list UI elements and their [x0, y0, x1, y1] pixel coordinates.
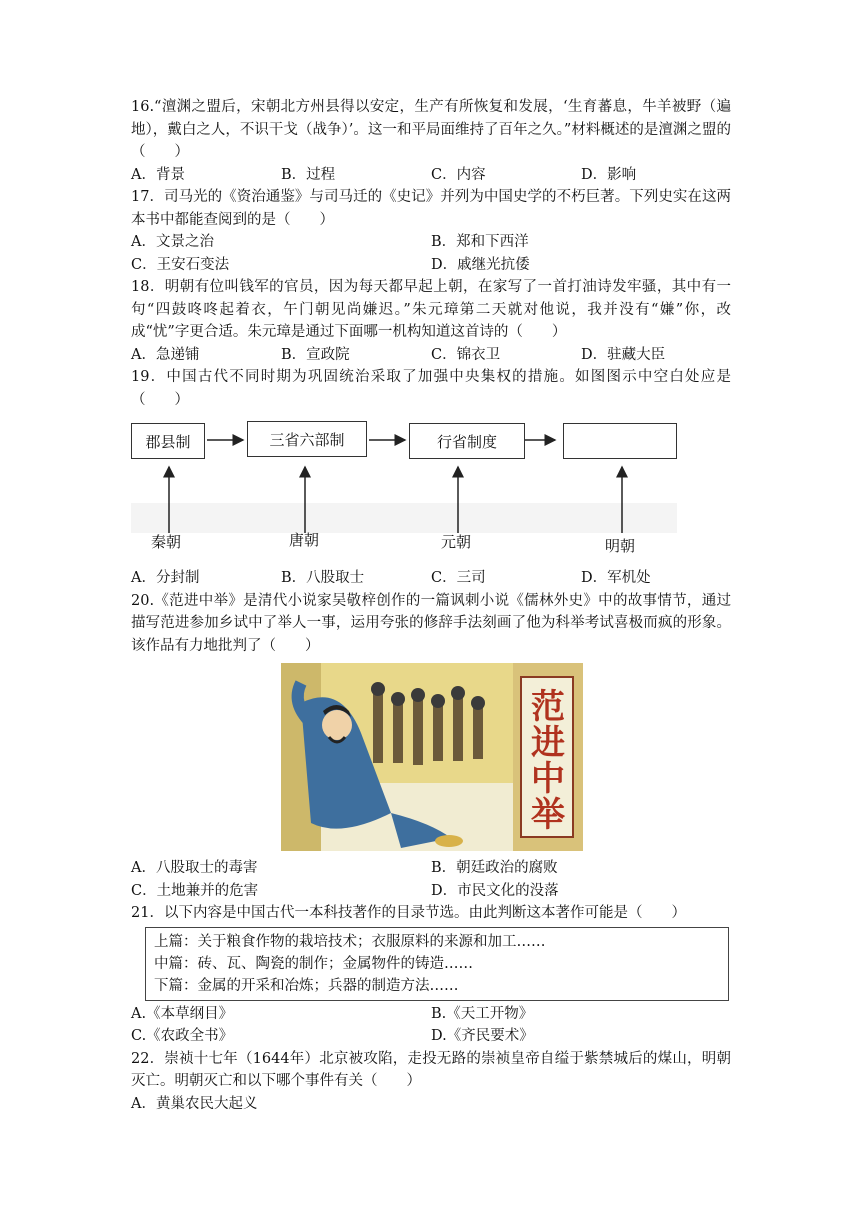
question-21-options-row1 — [131, 1003, 731, 1026]
question-16-stem: 16.“澶渊之盟后，宋朝北方州县得以安定，生产有所恢复和发展，‘生育蕃息，牛羊被野（遍地），戴白之人，不识干戈（战争）’。这一和平局面维持了百年之久。”材料概述的是澶渊之盟的（ ） — [131, 99, 731, 160]
option-b: B．郑和下西洋 — [431, 234, 529, 250]
question-18-options — [131, 344, 731, 367]
table-row: 上篇：关于粮食作物的栽培技术；衣服原料的来源和加工…… — [154, 933, 546, 950]
option-c: C．王安石变法 — [131, 256, 230, 273]
option-c: C．锦衣卫 — [431, 346, 501, 363]
option-b: B．朝廷政治的腐败 — [431, 860, 558, 876]
question-19-options — [131, 567, 731, 590]
question-22-stem: 22．崇祯十七年（1644年）北京被攻陷，走投无路的崇祯皇帝自缢于紫禁城后的煤山，明朝灭亡。明朝灭亡和以下哪个事件有关（ ） — [131, 1050, 731, 1089]
option-d: D．市民文化的没落 — [431, 882, 559, 899]
table-row: 中篇：砖、瓦、陶瓷的制作；金属物件的铸造…… — [154, 955, 473, 972]
option-d: D．戚继光抗倭 — [431, 256, 530, 273]
option-d: D．影响 — [581, 166, 637, 183]
label-yuan: 元朝 — [441, 533, 472, 551]
question-21-options-row2 — [131, 1025, 731, 1048]
option-b: B.《天工开物》 — [431, 1005, 534, 1022]
faint-band — [131, 503, 677, 533]
question-20-options-row1 — [131, 857, 731, 880]
option-a: A．黄巢农民大起义 — [131, 1095, 258, 1112]
option-a: A.《本草纲目》 — [131, 1005, 234, 1022]
question-21-stem: 21．以下内容是中国古代一本科技著作的目录节选。由此判断这本著作可能是（ ） — [131, 905, 686, 921]
label-ming: 明朝 — [605, 537, 636, 555]
box-sansheng: 三省六部制 — [247, 421, 367, 457]
option-a: A．分封制 — [131, 570, 200, 586]
question-19-stem: 19．中国古代不同时期为巩固统治采取了加强中央集权的措施。如图图示中空白处应是（ ） — [131, 369, 731, 408]
question-17-stem: 17．司马光的《资治通鉴》与司马迁的《史记》并列为中国史学的不朽巨著。下列史实在这两本书中都能查阅到的是（ ） — [131, 189, 731, 228]
option-d: D．军机处 — [581, 570, 651, 586]
label-qin: 秦朝 — [151, 533, 182, 551]
question-17-options-row2 — [131, 254, 731, 277]
option-c: C.《农政全书》 — [131, 1028, 234, 1044]
illustration-title: 范进中举 — [531, 687, 565, 835]
option-a: A．文景之治 — [131, 234, 214, 250]
option-a: A．背景 — [131, 166, 185, 183]
question-20-stem: 20.《范进中举》是清代小说家吴敬梓创作的一篇讽刺小说《儒林外史》中的故事情节，通过描写范进参加乡试中了举人一事，运用夸张的修辞手法刻画了他为科举考试喜极而疯的形象。该作品有力地批判了（ ） — [131, 592, 731, 654]
question-20-options-row2 — [131, 880, 731, 903]
option-c: C．三司 — [431, 570, 486, 586]
question-16-options — [131, 164, 731, 187]
option-b: B．过程 — [281, 166, 336, 183]
box-xingsheng: 行省制度 — [409, 423, 525, 459]
table-row: 下篇：金属的开采和冶炼；兵器的制造方法…… — [154, 977, 459, 994]
book-contents-table — [145, 927, 729, 1001]
option-c: C．内容 — [431, 166, 486, 183]
option-c: C．土地兼并的危害 — [131, 882, 259, 899]
question-17-options-row1 — [131, 231, 731, 254]
box-junxian: 郡县制 — [131, 423, 205, 459]
option-a: A．八股取士的毒害 — [131, 860, 258, 876]
option-b: B．八股取士 — [281, 570, 365, 586]
option-d: D．驻藏大臣 — [581, 346, 666, 363]
exam-page — [131, 96, 731, 1115]
centralization-flow-diagram — [131, 417, 731, 563]
question-18-stem: 18．明朝有位叫钱军的官员，因为每天都早起上朝，在家写了一首打油诗发牢骚，其中有一句“四鼓咚咚起着衣，午门朝见尚嫌迟。”朱元璋第二天就对他说，我并没有“嫌”你，改成“忧”字更合适。朱元璋是通过下面哪一机构知道这首诗的（ ） — [131, 279, 731, 340]
option-d: D.《齐民要术》 — [431, 1028, 534, 1044]
option-a: A．急递铺 — [131, 346, 200, 363]
label-tang: 唐朝 — [289, 531, 320, 549]
fan-jin-illustration — [281, 663, 583, 851]
box-blank — [563, 423, 677, 459]
option-b: B．宣政院 — [281, 346, 350, 363]
question-22-options — [131, 1093, 731, 1116]
